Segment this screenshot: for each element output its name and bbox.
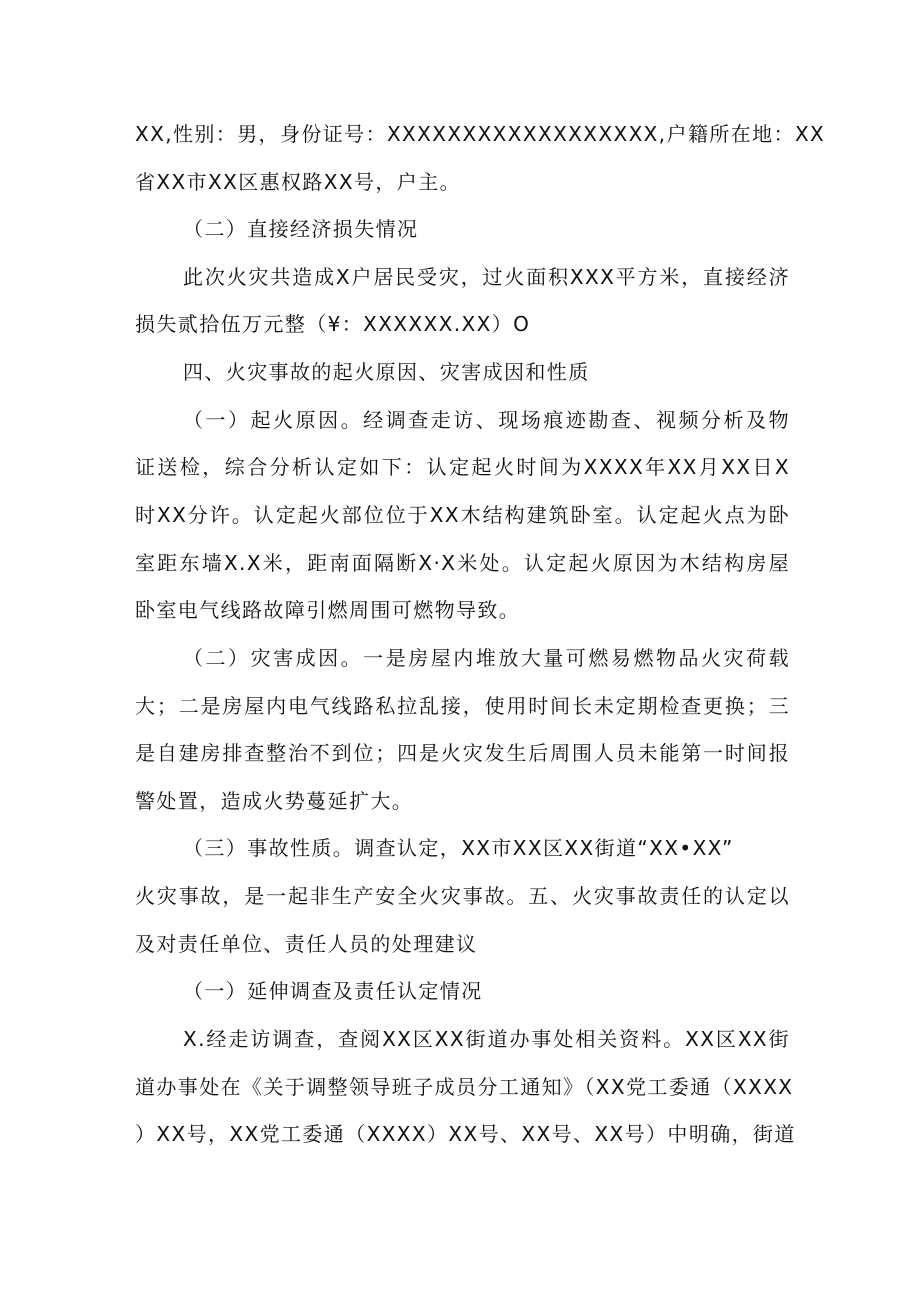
section-heading: （二）直接经济损失情况 [183,217,419,241]
text-line: 室距东墙X.X米，距南面隔断X·X米处。认定起火原因为木结构房屋 [135,551,790,575]
text-line: 证送检，综合分析认定如下：认定起火时间为XXXX年XX月XX日X [135,455,790,479]
text-line: ）XX号，XX党工委通（XXXX）XX号、XX号、XX号）中明确，街道 [135,1122,796,1146]
text-line: X.经走访调查，查阅XX区XX街道办事处相关资料。XX区XX街 [183,1027,790,1051]
text-line: 时XX分许。认定起火部位位于XX木结构建筑卧室。认定起火点为卧 [135,503,790,527]
text-line: 道办事处在《关于调整领导班子成员分工通知》（XX党工委通（XXXX [135,1075,794,1099]
text-line: 省XX市XX区惠权路XX号，户主。 [135,170,462,194]
text-line: 损失贰拾伍万元整（¥：XXXXXX.XX）O [135,312,531,336]
text-line: 大；二是房屋内电气线路私拉乱接，使用时间长未定期检查更换；三 [135,694,790,718]
text-line: 此次火灾共造成X户居民受灾，过火面积XXX平方米，直接经济 [183,265,790,289]
text-line: 火灾事故，是一起非生产安全火灾事故。五、火灾事故责任的认定以 [135,884,790,908]
text-line: 警处置，造成火势蔓延扩大。 [135,789,414,813]
text-line: （三）事故性质。调查认定，XX市XX区XX街道“XX•XX” [183,836,734,860]
text-line: 是自建房排查整治不到位；四是火灾发生后周围人员未能第一时间报 [135,741,790,765]
text-line: 及对责任单位、责任人员的处理建议 [135,932,478,956]
text-line: （二）灾害成因。一是房屋内堆放大量可燃易燃物品火灾荷载 [183,646,790,670]
text-line: XX,性别：男，身份证号：XXXXXXXXXXXXXXXXXX,户籍所在地：XX [135,122,826,146]
section-heading: 四、火灾事故的起火原因、灾害成因和性质 [183,360,590,384]
section-heading: （一）延伸调查及责任认定情况 [183,979,483,1003]
text-line: 卧室电气线路故障引燃周围可燃物导致。 [135,598,521,622]
text-line: （一）起火原因。经调查走访、现场痕迹勘查、视频分析及物 [183,408,790,432]
